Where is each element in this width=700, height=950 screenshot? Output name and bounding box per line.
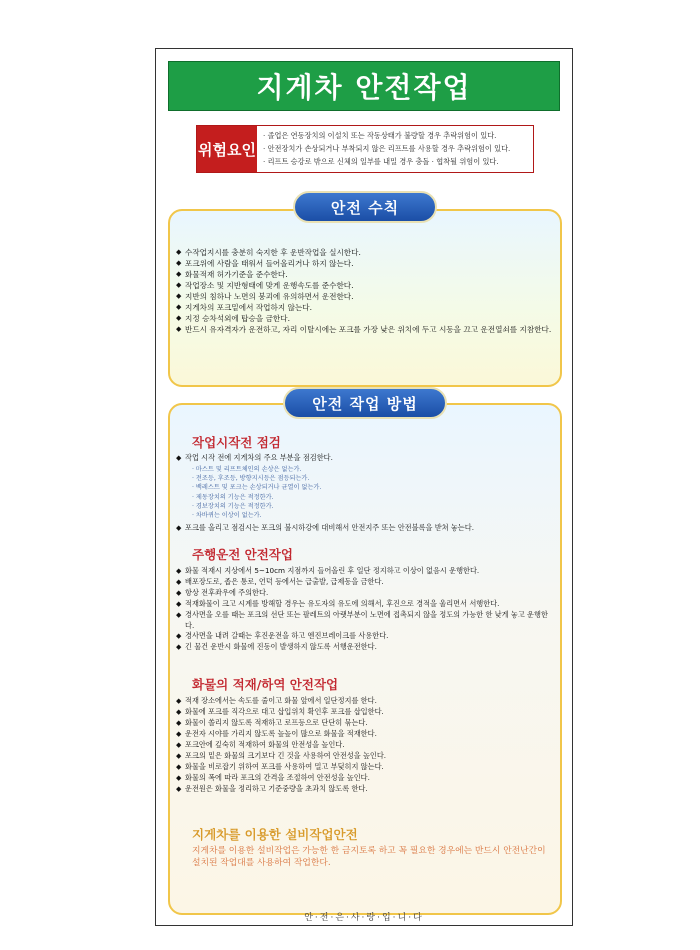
hazard-label: 위험요인 [197,126,257,172]
diamond-icon: ◆ [176,314,182,322]
list-text: 경사면을 내려 갈때는 후진운전을 하고 엔진브레이크를 사용한다. [185,631,389,641]
methods-panel [168,394,562,915]
rule-item [176,302,554,313]
pre-check-tail [176,523,554,534]
list-text: 항상 전후좌우에 주의한다. [185,588,269,597]
section-driving-title: 주행운전 안전작업 [192,547,293,562]
sub-item: · 백레스트 및 포크는 손상되거나 균열이 없는가. [192,484,322,492]
pre-check-lead [176,453,554,464]
rule-item [176,269,554,280]
list-item [176,729,554,740]
list-item [176,718,554,729]
list-item [176,740,554,751]
diamond-icon: ◆ [176,763,182,771]
list-text: 화물에 포크를 직각으로 대고 삽입위치 확인후 포크를 삽입한다. [185,707,384,716]
list-text: 포크의 밑은 화물의 크기보다 긴 것을 사용하여 안전성을 높인다. [185,751,387,760]
diamond-icon: ◆ [176,524,182,532]
list-text: 포크안에 깊숙히 적재하여 화물의 안전성을 높인다. [185,740,345,749]
list-item [176,453,554,464]
sub-item: · 차바퀴는 이상이 없는가. [192,512,262,520]
hazard-box [196,125,534,173]
diamond-icon: ◆ [176,292,182,300]
list-item [176,577,554,588]
diamond-icon: ◆ [176,708,182,716]
sub-item: · 경보장치의 기능은 적정한가. [192,502,274,510]
rule-text: 포크위에 사람을 태워서 들어올리거나 하지 않는다. [185,259,354,268]
list-item [176,642,554,653]
list-item [176,762,554,773]
list-item [176,588,554,599]
rule-item [176,247,554,258]
list-item [176,631,554,642]
diamond-icon: ◆ [176,719,182,727]
list-item [176,707,554,718]
diamond-icon: ◆ [176,643,182,652]
list-text: 화물의 폭에 따라 포크의 간격을 조절하여 안전성을 높인다. [185,773,370,782]
diamond-icon: ◆ [176,774,182,782]
footer-slogan: 안·전·은·사·랑·입·니·다 [304,913,424,923]
diamond-icon: ◆ [176,454,182,462]
list-text: 화물이 쏠리지 않도록 적재하고 로프등으로 단단히 묶는다. [185,718,368,727]
list-text: 운전원은 화물을 정리하고 기준중량을 초과치 않도록 한다. [185,784,368,793]
list-item [176,751,554,762]
list-text: 화물을 비로잡기 위하여 포크를 사용하여 밀고 부딪히지 않는다. [185,762,384,771]
list-item [176,566,554,577]
list-text: 작업 시작 전에 지게차의 주요 부분을 점검한다. [185,453,333,462]
diamond-icon: ◆ [176,697,182,705]
rule-item [176,324,554,335]
rule-item [176,291,554,302]
sub-item: · 제동장치의 기능은 적정한가. [192,493,274,501]
list-item [176,784,554,795]
equipment-text: 지게차를 이용한 설비작업은 가능한 한 금지토록 하고 꼭 필요한 경우에는 반드시 안전난간이 설치된 작업대를 사용하여 작업한다. [192,846,546,868]
diamond-icon: ◆ [176,270,182,278]
section-equipment-title: 지게차를 이용한 설비작업안전 [192,827,358,842]
diamond-icon: ◆ [176,567,182,575]
diamond-icon: ◆ [176,730,182,738]
diamond-icon: ◆ [176,589,182,597]
hazard-item: · 졸업은 연동장치의 이설치 또는 작동상태가 불량할 경우 추락위험이 있다. [263,131,497,140]
diamond-icon: ◆ [176,325,182,333]
pre-check-sublist [192,465,321,520]
list-item [176,523,554,534]
sub-item: · 마스트 및 리프트체인의 손상은 없는가. [192,466,302,473]
section-pre-check-title: 작업시작전 점검 [192,435,281,450]
safety-poster [155,48,573,926]
diamond-icon: ◆ [176,303,182,311]
diamond-icon: ◆ [176,785,182,793]
diamond-icon: ◆ [176,281,182,289]
rule-text: 반드시 유자격자가 운전하고, 자리 이탈시에는 포크를 가장 낮은 위치에 두고 시동을 끄고 운전열쇠를 지참한다. [185,325,552,334]
rule-text: 작업장소 및 지반형태에 맞게 운행속도를 준수한다. [185,281,354,290]
list-text: 긴 물건 운반시 화물에 진동이 발생하지 않도록 서행운전한다. [185,642,377,652]
title-banner [168,61,560,111]
section-loading-title: 화물의 적재/하역 안전작업 [192,677,339,692]
rule-text: 지게차의 포크밑에서 작업하지 않는다. [185,303,313,312]
diamond-icon: ◆ [176,632,182,641]
hazard-item: · 리프트 승강로 밖으로 신체의 일부를 내밀 경우 충돌 · 협착될 위험이 있다. [263,157,499,166]
rules-list [176,247,554,335]
list-item [176,599,554,610]
poster-title: 지게차 안전작업 [256,71,472,104]
diamond-icon: ◆ [176,578,182,586]
diamond-icon: ◆ [176,600,182,608]
list-text: 배포장도로, 좁은 통로, 언덕 등에서는 급출발, 급제동을 금한다. [185,577,384,586]
rules-panel [168,198,562,387]
rules-heading: 안전 수칙 [293,191,437,223]
hazard-list [257,126,533,172]
diamond-icon: ◆ [176,752,182,760]
list-text: 포크를 올리고 점검시는 포크의 불시하강에 대비해서 안전지주 또는 안전블록을 받쳐 놓는다. [185,523,474,532]
list-item [176,773,554,784]
rule-item [176,313,554,324]
rule-text: 지정 승차석외에 탑승을 금한다. [185,314,291,323]
list-item [176,610,554,631]
diamond-icon: ◆ [176,741,182,749]
rule-item [176,280,554,291]
rule-text: 지반의 침하나 노면의 붕괴에 유의하면서 운전한다. [185,292,354,301]
rule-text: 화물적재 허가기준을 준수한다. [185,270,288,279]
loading-list [176,696,554,795]
rule-text: 수작업지시를 충분히 숙지한 후 운반작업을 실시한다. [185,248,361,257]
rule-item [176,258,554,269]
diamond-icon: ◆ [176,611,182,619]
methods-heading: 안전 작업 방법 [283,387,447,419]
driving-list [176,566,554,653]
hazard-item: · 안전장치가 손상되거나 부착되지 않은 리프트를 사용할 경우 추락위험이 있다. [263,144,511,153]
diamond-icon: ◆ [176,248,182,256]
list-text: 운전자 시야를 가리지 않도록 높높이 많으로 화물을 적재한다. [185,729,377,738]
list-text: 적재 장소에서는 속도를 줄이고 화물 앞에서 일단정지를 한다. [185,696,377,705]
list-text: 적재화물이 크고 시계를 방해할 경우는 유도자의 유도에 의해서, 후진으로 경적을 울리면서 서행한다. [185,599,500,608]
diamond-icon: ◆ [176,259,182,267]
sub-item: · 전조등, 후조등, 방향지시등은 점등되는가. [192,475,310,483]
list-item [176,696,554,707]
list-text: 경사면을 오를 때는 포크의 선단 또는 팔레트의 아랫부분이 노면에 접촉되지 않을 정도의 가능한 한 낮게 놓고 운행한다. [185,610,548,630]
list-text: 화물 적재시 지상에서 5~10cm 지점까지 들어올린 후 일단 정지하고 이상이 없음시 운행한다. [185,566,480,575]
